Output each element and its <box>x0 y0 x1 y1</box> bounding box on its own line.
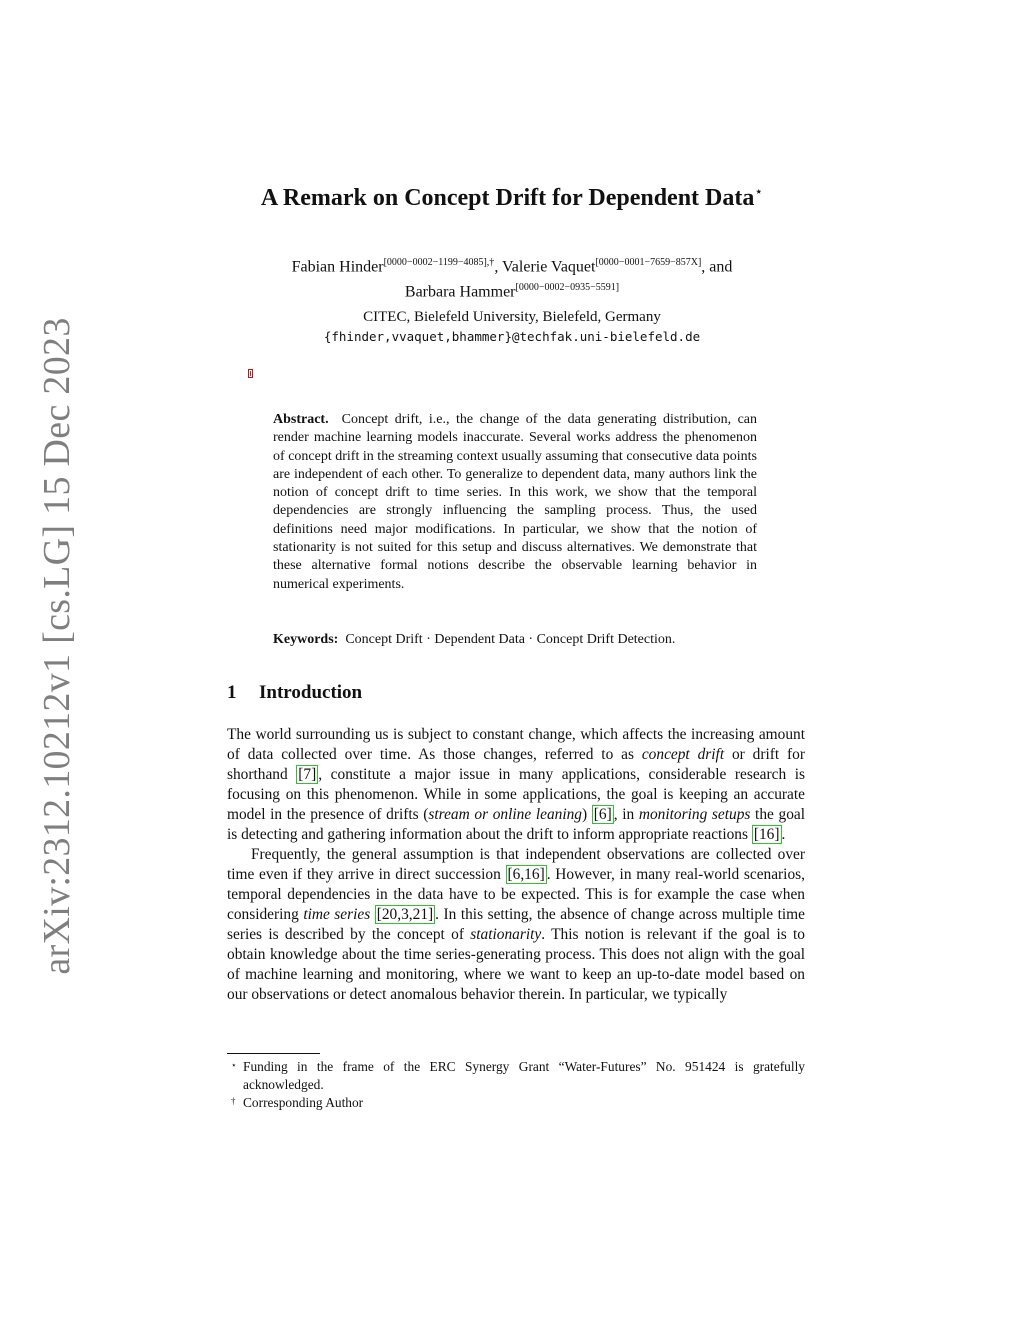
emphasis: stream or online leaning <box>428 806 582 823</box>
emphasis: stationarity <box>470 926 542 943</box>
emphasis: time series <box>303 906 371 923</box>
footnotes <box>227 1058 805 1112</box>
text-run: ) <box>582 806 592 823</box>
author-list <box>200 252 824 303</box>
author-emails[interactable]: {fhinder,vvaquet,bhammer}@techfak.uni-bielefeld.de <box>323 329 701 344</box>
arxiv-identifier-text: arXiv:2312.10212v1 [cs.LG] 15 Dec 2023 <box>36 317 78 975</box>
text-run: Frequently, the general assumption is that independent observations are collected over time even if they arrive in direct succession <box>227 846 805 883</box>
footnote-text: Corresponding Author <box>243 1095 364 1110</box>
citation-link[interactable]: [6,16] <box>507 866 545 883</box>
footnote-divider <box>227 1053 320 1054</box>
keywords-text: Concept Drift · Dependent Data · Concept Drift Detection. <box>345 632 676 647</box>
author-3: Barbara Hammer <box>404 283 516 301</box>
citation-link[interactable]: [16] <box>753 826 780 843</box>
citation-link[interactable]: [7] <box>298 766 317 783</box>
text-run: , in <box>613 806 639 823</box>
emphasis: monitoring setups <box>638 806 751 823</box>
text-run: . In this setting, the absence of change across multiple time series is described by the concept of <box>227 906 805 943</box>
footnote-mark: ⋆ <box>231 1060 237 1070</box>
text-run: . However, in many real-world scenarios, temporal dependencies in the data have to be expected. This is for example the case when considering <box>227 866 805 923</box>
affiliation: CITEC, Bielefeld University, Bielefeld, Germany <box>363 309 661 325</box>
citation-link[interactable]: [20,3,21] <box>376 906 434 923</box>
abstract-text: Concept drift, i.e., the change of the data generating distribution, can render machine learning models inaccurate. Several works address the phenomenon of concept drift in the streaming context usually assuming that consecutive data points are independent of each other. To generalize to dependent data, many authors link the notion of concept drift to time series. In this work, we show that the temporal dependencies are strongly influencing the sampling process. Thus, the used definitions need major modifications. In particular, we show that the notion of stationarity is not suited for this setup and discuss alternatives. We demonstrate that these alternative formal notions describe the observable learning behavior in numerical experiments. <box>273 412 758 592</box>
paragraph-2 <box>227 845 805 1005</box>
footnote-text: Funding in the frame of the ERC Synergy Grant “Water-Futures” No. 951424 is gratefully acknowledged. <box>243 1059 805 1092</box>
author-3-orcid: [0000−0002−0935−5591] <box>515 282 620 294</box>
paper-title-text: A Remark on Concept Drift for Dependent Data <box>260 185 755 211</box>
footnote-mark: † <box>231 1096 236 1106</box>
text-run: the goal is detecting and gathering information about the drift to inform appropriate reactions <box>227 806 806 843</box>
title-footnote-mark: ⋆ <box>754 185 764 200</box>
abstract <box>273 411 757 594</box>
section-number: 1 <box>227 682 237 703</box>
author-separator: , and <box>701 258 733 276</box>
author-1: Fabian Hinder <box>291 258 384 276</box>
author-2: , Valerie Vaquet <box>494 258 596 276</box>
paragraph-1 <box>227 725 805 845</box>
text-run: The world surrounding us is subject to constant change, which affects the increasing amount of data collected over time. As those changes, referred to as <box>227 726 805 763</box>
annotation-marker <box>248 369 253 378</box>
emphasis: concept drift <box>641 746 725 763</box>
section-heading <box>227 682 362 704</box>
footnote-corresponding <box>227 1094 805 1112</box>
text-run: . This notion is relevant if the goal is to obtain knowledge about the time series-generating process. This does not align with the goal of machine learning and monitoring, where we want to keep an up-to-date model based on our observations or detect anomalous behavior therein. In particular, we typically <box>227 926 805 1003</box>
keywords-label: Keywords: <box>273 632 339 647</box>
author-1-orcid: [0000−0002−1199−4085],† <box>383 257 495 268</box>
text-run: . <box>781 826 786 843</box>
text-run: , constitute a major issue in many applications, considerable research is focusing on this phenomenon. While in some applications, the goal is keeping an accurate model in the presence of drifts ( <box>227 766 806 823</box>
citation-link[interactable]: [6] <box>593 806 612 823</box>
section-body <box>227 725 805 1005</box>
footnote-funding <box>227 1058 805 1094</box>
paper-title <box>0 184 1024 212</box>
author-2-orcid: [0000−0001−7659−857X] <box>595 257 702 268</box>
abstract-label: Abstract. <box>273 412 329 427</box>
keywords <box>273 632 773 648</box>
section-title: Introduction <box>259 682 363 703</box>
text-run: or drift for shorthand <box>227 746 805 783</box>
